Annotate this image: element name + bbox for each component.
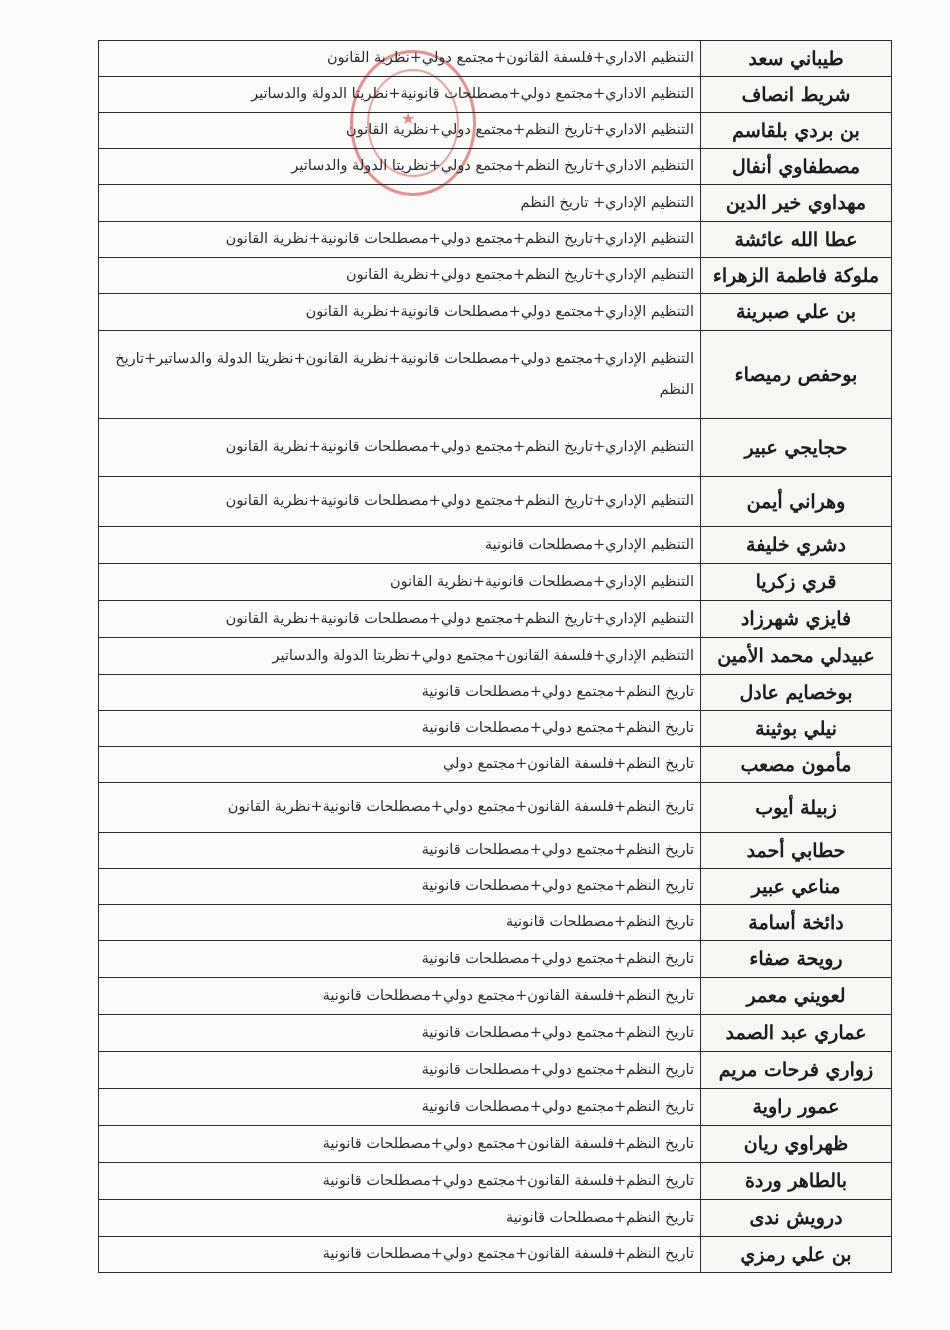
subjects-cell: تاريخ النظم+مجتمع دولي+مصطلحات قانونية bbox=[99, 1052, 701, 1089]
subjects-cell: تاريخ النظم+مجتمع دولي+مصطلحات قانونية bbox=[99, 869, 701, 905]
table-row bbox=[99, 185, 892, 222]
subjects-cell: تاريخ النظم+مجتمع دولي+مصطلحات قانونية bbox=[99, 941, 701, 978]
table-row bbox=[99, 294, 892, 331]
subjects-cell: التنظيم الاداري+فلسفة القانون+مجتمع دولي+نظرية القانون bbox=[99, 41, 701, 77]
student-name-cell: رويحة صفاء bbox=[701, 941, 892, 978]
table-row bbox=[99, 978, 892, 1015]
subjects-cell: التنظيم الإداري+مجتمع دولي+مصطلحات قانونية+نظرية القانون+نظريتا الدولة والدساتير+تاريخ النظم bbox=[99, 331, 701, 419]
table-row bbox=[99, 638, 892, 675]
subjects-cell: التنظيم الإداري+تاريخ النظم+مجتمع دولي+مصطلحات قانونية+نظرية القانون bbox=[99, 601, 701, 638]
subjects-cell: تاريخ النظم+فلسفة القانون+مجتمع دولي+مصطلحات قانونية bbox=[99, 1237, 701, 1273]
table-row bbox=[99, 1237, 892, 1273]
subjects-cell: تاريخ النظم+فلسفة القانون+مجتمع دولي bbox=[99, 747, 701, 783]
student-name-cell: حجايجي عبير bbox=[701, 419, 892, 477]
table-row bbox=[99, 113, 892, 149]
student-name-cell: بالطاهر وردة bbox=[701, 1163, 892, 1200]
subjects-cell: تاريخ النظم+مجتمع دولي+مصطلحات قانونية bbox=[99, 833, 701, 869]
table-row bbox=[99, 747, 892, 783]
subjects-cell: التنظيم الاداري+تاريخ النظم+مجتمع دولي+نظريتا الدولة والدساتير bbox=[99, 149, 701, 185]
subjects-cell: تاريخ النظم+مصطلحات قانونية bbox=[99, 905, 701, 941]
subjects-cell: التنظيم الإداري+فلسفة القانون+مجتمع دولي+نظريتا الدولة والدساتير bbox=[99, 638, 701, 675]
student-name-cell: بوخصايم عادل bbox=[701, 675, 892, 711]
table-row bbox=[99, 941, 892, 978]
table-row bbox=[99, 149, 892, 185]
student-name-cell: ملوكة فاطمة الزهراء bbox=[701, 258, 892, 294]
subjects-cell: التنظيم الإداري+تاريخ النظم+مجتمع دولي+مصطلحات قانونية+نظرية القانون bbox=[99, 419, 701, 477]
table-row bbox=[99, 41, 892, 77]
student-name-cell: مهداوي خير الدين bbox=[701, 185, 892, 222]
student-name-cell: شريط انصاف bbox=[701, 77, 892, 113]
table-row bbox=[99, 222, 892, 258]
table-row bbox=[99, 675, 892, 711]
subjects-cell: التنظيم الإداري+مجتمع دولي+مصطلحات قانونية+نظرية القانون bbox=[99, 294, 701, 331]
table-row bbox=[99, 1089, 892, 1126]
table-row bbox=[99, 711, 892, 747]
subjects-cell: تاريخ النظم+فلسفة القانون+مجتمع دولي+مصطلحات قانونية bbox=[99, 1163, 701, 1200]
student-name-cell: بن علي صبرينة bbox=[701, 294, 892, 331]
subjects-cell: التنظيم الإداري+تاريخ النظم+مجتمع دولي+نظرية القانون bbox=[99, 258, 701, 294]
subjects-cell: التنظيم الإداري+تاريخ النظم+مجتمع دولي+مصطلحات قانونية+نظرية القانون bbox=[99, 222, 701, 258]
student-name-cell: دائخة أسامة bbox=[701, 905, 892, 941]
subjects-cell: تاريخ النظم+مجتمع دولي+مصطلحات قانونية bbox=[99, 711, 701, 747]
student-name-cell: بوحفص رميصاء bbox=[701, 331, 892, 419]
student-name-cell: قري زكريا bbox=[701, 564, 892, 601]
table-row bbox=[99, 905, 892, 941]
table-row bbox=[99, 477, 892, 527]
subjects-cell: تاريخ النظم+فلسفة القانون+مجتمع دولي+مصطلحات قانونية bbox=[99, 978, 701, 1015]
student-name-cell: حطابي أحمد bbox=[701, 833, 892, 869]
table-row bbox=[99, 783, 892, 833]
subjects-cell: التنظيم الاداري+مجتمع دولي+مصطلحات قانونية+نظريتا الدولة والدساتير bbox=[99, 77, 701, 113]
table-row bbox=[99, 1015, 892, 1052]
student-name-cell: نيلي بوثينة bbox=[701, 711, 892, 747]
student-name-cell: مصطفاوي أنفال bbox=[701, 149, 892, 185]
student-name-cell: عمور راوية bbox=[701, 1089, 892, 1126]
student-name-cell: عماري عبد الصمد bbox=[701, 1015, 892, 1052]
student-name-cell: ظهراوي ريان bbox=[701, 1126, 892, 1163]
student-name-cell: مناعي عبير bbox=[701, 869, 892, 905]
subjects-cell: تاريخ النظم+مجتمع دولي+مصطلحات قانونية bbox=[99, 675, 701, 711]
subjects-cell: تاريخ النظم+فلسفة القانون+مجتمع دولي+مصطلحات قانونية bbox=[99, 1126, 701, 1163]
student-name-cell: لعويني معمر bbox=[701, 978, 892, 1015]
table-row bbox=[99, 77, 892, 113]
subjects-cell: التنظيم الاداري+تاريخ النظم+مجتمع دولي+نظرية القانون bbox=[99, 113, 701, 149]
student-name-cell: درويش ندى bbox=[701, 1200, 892, 1237]
table-row bbox=[99, 527, 892, 564]
student-name-cell: عبيدلي محمد الأمين bbox=[701, 638, 892, 675]
student-name-cell: طيباني سعد bbox=[701, 41, 892, 77]
table-row bbox=[99, 331, 892, 419]
subjects-cell: تاريخ النظم+مجتمع دولي+مصطلحات قانونية bbox=[99, 1089, 701, 1126]
student-name-cell: فايزي شهرزاد bbox=[701, 601, 892, 638]
student-name-cell: بن بردي بلقاسم bbox=[701, 113, 892, 149]
subjects-cell: التنظيم الإداري+ تاريخ النظم bbox=[99, 185, 701, 222]
table-row bbox=[99, 1126, 892, 1163]
table-body bbox=[99, 41, 892, 1273]
table-row bbox=[99, 1163, 892, 1200]
table-row bbox=[99, 869, 892, 905]
subjects-cell: تاريخ النظم+مصطلحات قانونية bbox=[99, 1200, 701, 1237]
student-name-cell: بن علي رمزي bbox=[701, 1237, 892, 1273]
table-row bbox=[99, 1052, 892, 1089]
table-row bbox=[99, 258, 892, 294]
student-name-cell: زواري فرحات مريم bbox=[701, 1052, 892, 1089]
subjects-cell: التنظيم الإداري+مصطلحات قانونية+نظرية القانون bbox=[99, 564, 701, 601]
table-row bbox=[99, 601, 892, 638]
table-row bbox=[99, 564, 892, 601]
student-name-cell: وهراني أيمن bbox=[701, 477, 892, 527]
subjects-cell: التنظيم الإداري+تاريخ النظم+مجتمع دولي+مصطلحات قانونية+نظرية القانون bbox=[99, 477, 701, 527]
subjects-cell: تاريخ النظم+مجتمع دولي+مصطلحات قانونية bbox=[99, 1015, 701, 1052]
official-stamp-icon: ★ bbox=[350, 50, 476, 196]
table-row bbox=[99, 1200, 892, 1237]
subjects-cell: التنظيم الإداري+مصطلحات قانونية bbox=[99, 527, 701, 564]
student-name-cell: زبيلة أيوب bbox=[701, 783, 892, 833]
table-row bbox=[99, 833, 892, 869]
table-row bbox=[99, 419, 892, 477]
student-name-cell: عطا الله عائشة bbox=[701, 222, 892, 258]
students-subjects-table bbox=[98, 40, 892, 1273]
student-name-cell: مأمون مصعب bbox=[701, 747, 892, 783]
subjects-cell: تاريخ النظم+فلسفة القانون+مجتمع دولي+مصطلحات قانونية+نظرية القانون bbox=[99, 783, 701, 833]
student-name-cell: دشري خليفة bbox=[701, 527, 892, 564]
